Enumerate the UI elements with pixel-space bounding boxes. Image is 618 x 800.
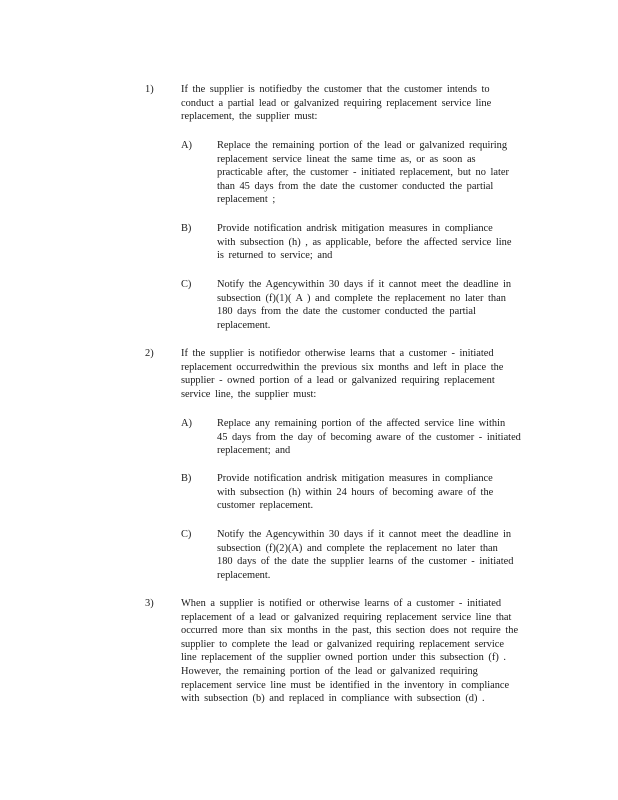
- text-line: is returned to service; and: [217, 250, 333, 262]
- text-line: with subsection (b) and replaced in compliance with subsection (d) .: [181, 693, 485, 705]
- text-line: replacement occurredwithin the previous six months and left in place the: [181, 361, 504, 373]
- text-line: supplier to complete the lead or galvanized requiring replacement service: [181, 638, 504, 650]
- item-paragraph: [181, 83, 541, 124]
- subitem-paragraph: [217, 528, 535, 582]
- text-line: If the supplier is notifiedor otherwise learns that a customer - initiated: [181, 348, 494, 359]
- subitem-letter: B): [181, 473, 192, 484]
- text-line: 180 days of the date the supplier learns of the customer - initiated: [217, 556, 514, 568]
- item-number: 3): [145, 598, 154, 609]
- text-line: conduct a partial lead or galvanized requiring replacement service line: [181, 97, 492, 109]
- text-line: 45 days from the day of becoming aware of the customer - initiated: [217, 431, 521, 443]
- subitem-paragraph: [217, 472, 535, 513]
- text-line: replacement ;: [217, 194, 276, 206]
- text-line: with subsection (h) , as applicable, before the affected service line: [217, 236, 512, 248]
- subitem-paragraph: [217, 222, 535, 263]
- subitem-letter: A): [181, 418, 192, 429]
- text-line: supplier - owned portion of a lead or galvanized requiring replacement: [181, 375, 495, 387]
- subitem-paragraph: [217, 417, 535, 458]
- text-line: replacement of a lead or galvanized requiring replacement service line that: [181, 611, 512, 623]
- text-line: line replacement of the supplier owned portion under this subsection (f) .: [181, 652, 506, 664]
- text-line: Replace the remaining portion of the lead or galvanized requiring: [217, 140, 508, 151]
- text-line: subsection (f)(1)( A ) and complete the replacement no later than: [217, 292, 506, 304]
- text-line: replacement service line must be identified in the inventory in compliance: [181, 679, 510, 691]
- text-line: replacement service lineat the same time as, or as soon as: [217, 153, 476, 165]
- subitem-letter: C): [181, 529, 192, 540]
- text-line: Replace any remaining portion of the affected service line within: [217, 418, 506, 429]
- text-line: 180 days from the date the customer conducted the partial: [217, 306, 476, 318]
- text-line: occurred more than six months in the past, this section does not require the: [181, 625, 519, 637]
- subitem-paragraph: [217, 139, 535, 207]
- text-line: subsection (f)(2)(A) and complete the replacement no later than: [217, 542, 498, 554]
- text-line: replacement.: [217, 569, 271, 581]
- item-number: 2): [145, 348, 154, 359]
- text-line: customer replacement.: [217, 500, 314, 512]
- item-number: 1): [145, 84, 154, 95]
- text-line: replacement.: [217, 319, 271, 331]
- text-line: Notify the Agencywithin 30 days if it cannot meet the deadline in: [217, 529, 512, 540]
- subitem-letter: B): [181, 223, 192, 234]
- text-line: replacement; and: [217, 445, 291, 457]
- item-paragraph: [181, 597, 541, 706]
- subitem-letter: A): [181, 140, 192, 151]
- text-line: Provide notification andrisk mitigation measures in compliance: [217, 223, 493, 234]
- text-line: than 45 days from the date the customer conducted the partial: [217, 180, 494, 192]
- text-line: Notify the Agencywithin 30 days if it cannot meet the deadline in: [217, 279, 512, 290]
- text-line: However, the remaining portion of the lead or galvanized requiring: [181, 665, 478, 677]
- text-line: service line, the supplier must:: [181, 388, 317, 400]
- text-line: When a supplier is notified or otherwise learns of a customer - initiated: [181, 598, 502, 609]
- text-line: with subsection (h) within 24 hours of becoming aware of the: [217, 486, 494, 498]
- subitem-paragraph: [217, 278, 535, 332]
- text-line: Provide notification andrisk mitigation measures in compliance: [217, 473, 493, 484]
- subitem-letter: C): [181, 279, 192, 290]
- item-paragraph: [181, 347, 541, 401]
- text-line: practicable after, the customer - initiated replacement, but no later: [217, 167, 509, 179]
- text-line: replacement, the supplier must:: [181, 111, 318, 123]
- text-line: If the supplier is notifiedby the customer that the customer intends to: [181, 84, 490, 95]
